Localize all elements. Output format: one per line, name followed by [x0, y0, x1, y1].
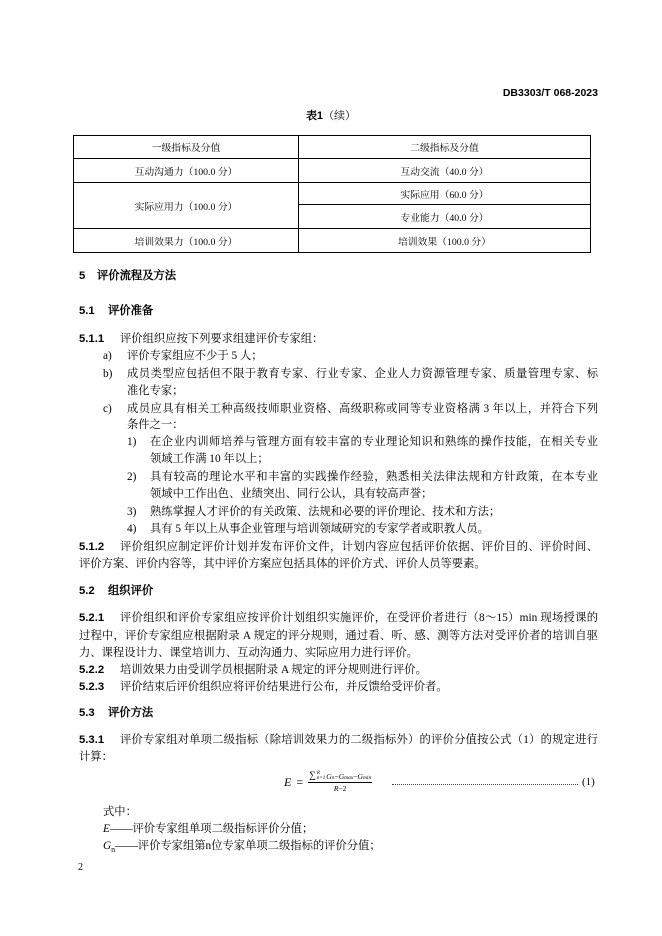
where-symbol: G — [103, 839, 112, 852]
section-title: 评价准备 — [108, 305, 154, 317]
section-number: 5.2 — [79, 584, 95, 597]
sublist-item-line: 领域工作满 10 年以上； — [150, 452, 269, 465]
fraction-denominator — [334, 783, 347, 793]
fraction-numerator — [308, 771, 372, 783]
table-cell-primary: 互动沟通力（100.0 分） — [74, 159, 299, 183]
sublist-marker: 2) — [127, 470, 137, 483]
sublist-item-line: 在企业内训师培养与管理方面有较丰富的专业理论知识和熟练的操作技能，在相关专业 — [150, 435, 598, 448]
clause-number: 5.1.1 — [79, 332, 105, 345]
table-row — [74, 159, 591, 183]
clause-text-line: 培训效果力由受训学员根据附录 A 规定的评分规则进行评价。 — [120, 663, 427, 676]
clause-text-line: 过程中，评价专家组应根据附录 A 规定的评分规则，通过看、听、感、测等方法对受评价者的培训自驱 — [79, 629, 598, 642]
table-header-secondary: 二级指标及分值 — [299, 136, 591, 159]
table-row — [74, 229, 591, 253]
equation-lhs: E — [284, 774, 292, 789]
term-sign: − — [353, 771, 358, 781]
where-label: 式中： — [103, 805, 137, 818]
sublist-marker: 4) — [127, 522, 137, 535]
table-row — [74, 183, 591, 205]
indicator-table — [73, 135, 591, 253]
section-title: 评价方法 — [108, 706, 154, 719]
sum-limits — [317, 771, 325, 781]
term-sign: − — [334, 771, 339, 781]
equation-leader-dots — [392, 779, 578, 785]
term-variable: G — [357, 771, 363, 781]
table-caption — [0, 108, 662, 124]
table-header-row — [74, 136, 591, 159]
list-marker: a) — [103, 349, 112, 362]
table-cell-secondary: 实际应用（60.0 分） — [299, 183, 591, 205]
table-cell-primary: 实际应用力（100.0 分） — [74, 183, 299, 229]
clause-text-line: 力、课程设计力、课堂培训力、互动沟通力、实际应用力进行评价。 — [79, 646, 418, 659]
standard-code: DB3303/T 068-2023 — [502, 87, 598, 99]
clause-number: 5.3.1 — [79, 733, 105, 746]
list-marker: c) — [103, 402, 112, 415]
where-symbol: E — [103, 822, 110, 835]
section-title: 组织评价 — [108, 584, 154, 597]
clause-text-line: 评价方案、评价内容等，其中评价方案应包括具体的评价方式、评价人员等要素。 — [79, 557, 486, 570]
list-item-line: 准化专家； — [127, 384, 184, 397]
table-cell-secondary: 培训效果（100.0 分） — [299, 229, 591, 253]
list-marker: b) — [103, 367, 113, 380]
clause-text-line: 评价结束后评价组织应将评价结果进行公布，并反馈给受评价者。 — [120, 680, 448, 693]
clause-text-line: 评价专家组对单项二级指标（除培训效果力的二级指标外）的评价分值按公式（1）的规定进行 — [120, 733, 598, 746]
section-number: 5.3 — [79, 706, 95, 719]
sum-symbol: ∑ — [309, 770, 316, 781]
clause-text-line: 评价组织应制定评价计划并发布评价文件，计划内容应包括评价依据、评价目的、评价时间、 — [120, 540, 598, 553]
table-caption-suffix: （续） — [323, 110, 357, 122]
denominator-rest: −2 — [338, 784, 347, 793]
sublist-item-line: 领域中工作出色、业绩突出、同行公认，具有较高声誉； — [150, 487, 433, 500]
term-variable: G — [338, 771, 345, 781]
where-description: ——评价专家组单项二级指标评价分值； — [109, 822, 314, 835]
clause-number: 5.2.3 — [79, 680, 105, 693]
equation-number: (1) — [582, 776, 595, 788]
term-subscript: n — [331, 774, 335, 781]
table-header-primary: 一级指标及分值 — [74, 136, 299, 159]
where-item — [103, 838, 381, 855]
sublist-marker: 3) — [127, 505, 137, 518]
where-description: ——评价专家组第n位专家单项二级指标的评价分值； — [115, 839, 381, 852]
clause-text-line: 评价组织应按下列要求组建评价专家组： — [120, 332, 324, 345]
term-variable: G — [326, 771, 332, 781]
table-cell-secondary: 专业能力（40.0 分） — [299, 205, 591, 229]
sum-lower-limit: n=1 — [316, 776, 326, 781]
table-cell-primary: 培训效果力（100.0 分） — [74, 229, 299, 253]
equals-sign: = — [296, 774, 304, 789]
table-cell-secondary: 互动交流（40.0 分） — [299, 159, 591, 183]
where-subscript: n — [111, 844, 116, 854]
list-item-line: 成员应具有相关工种高级技师职业资格、高级职称或同等专业资格满 3 年以上，并符合下列 — [127, 402, 598, 415]
term-subscript: max — [344, 774, 354, 781]
sublist-marker: 1) — [127, 435, 137, 448]
section-number: 5.1 — [79, 305, 95, 317]
equation-1 — [284, 769, 372, 795]
sublist-item-line: 熟练掌握人才评价的有关政策、法规和必要的评价理论、技术和方法； — [150, 505, 501, 518]
denominator-variable: R — [333, 784, 339, 793]
sublist-item-line: 具有 5 年以上从事企业管理与培训领域研究的专家学者或职教人员。 — [150, 522, 489, 535]
clause-number: 5.2.1 — [79, 611, 105, 624]
page-number: 2 — [78, 862, 83, 873]
section-number: 5 — [79, 270, 86, 282]
clause-number: 5.2.2 — [79, 663, 105, 676]
term-subscript: min — [362, 774, 372, 781]
clause-number: 5.1.2 — [79, 540, 105, 553]
list-item-line: 成员类型应包括但不限于教育专家、行业专家、企业人力资源管理专家、质量管理专家、标 — [127, 367, 598, 380]
clause-text-line: 计算： — [79, 750, 113, 763]
sum-upper-limit: R — [316, 771, 320, 776]
section-title: 评价流程及方法 — [97, 270, 177, 282]
list-item-line: 评价专家组应不少于 5 人； — [127, 349, 263, 362]
sublist-item-line: 具有较高的理论水平和丰富的实践操作经验，熟悉相关法律法规和方针政策，在本专业 — [150, 470, 598, 483]
table-caption-label: 表1 — [305, 110, 324, 122]
where-item — [103, 821, 313, 838]
clause-text-line: 评价组织和评价专家组应按评价计划组织实施评价，在受评价者进行（8～15）min 现场授课的 — [120, 611, 598, 624]
equation-fraction — [308, 771, 372, 793]
list-item-line: 条件之一： — [127, 418, 184, 431]
